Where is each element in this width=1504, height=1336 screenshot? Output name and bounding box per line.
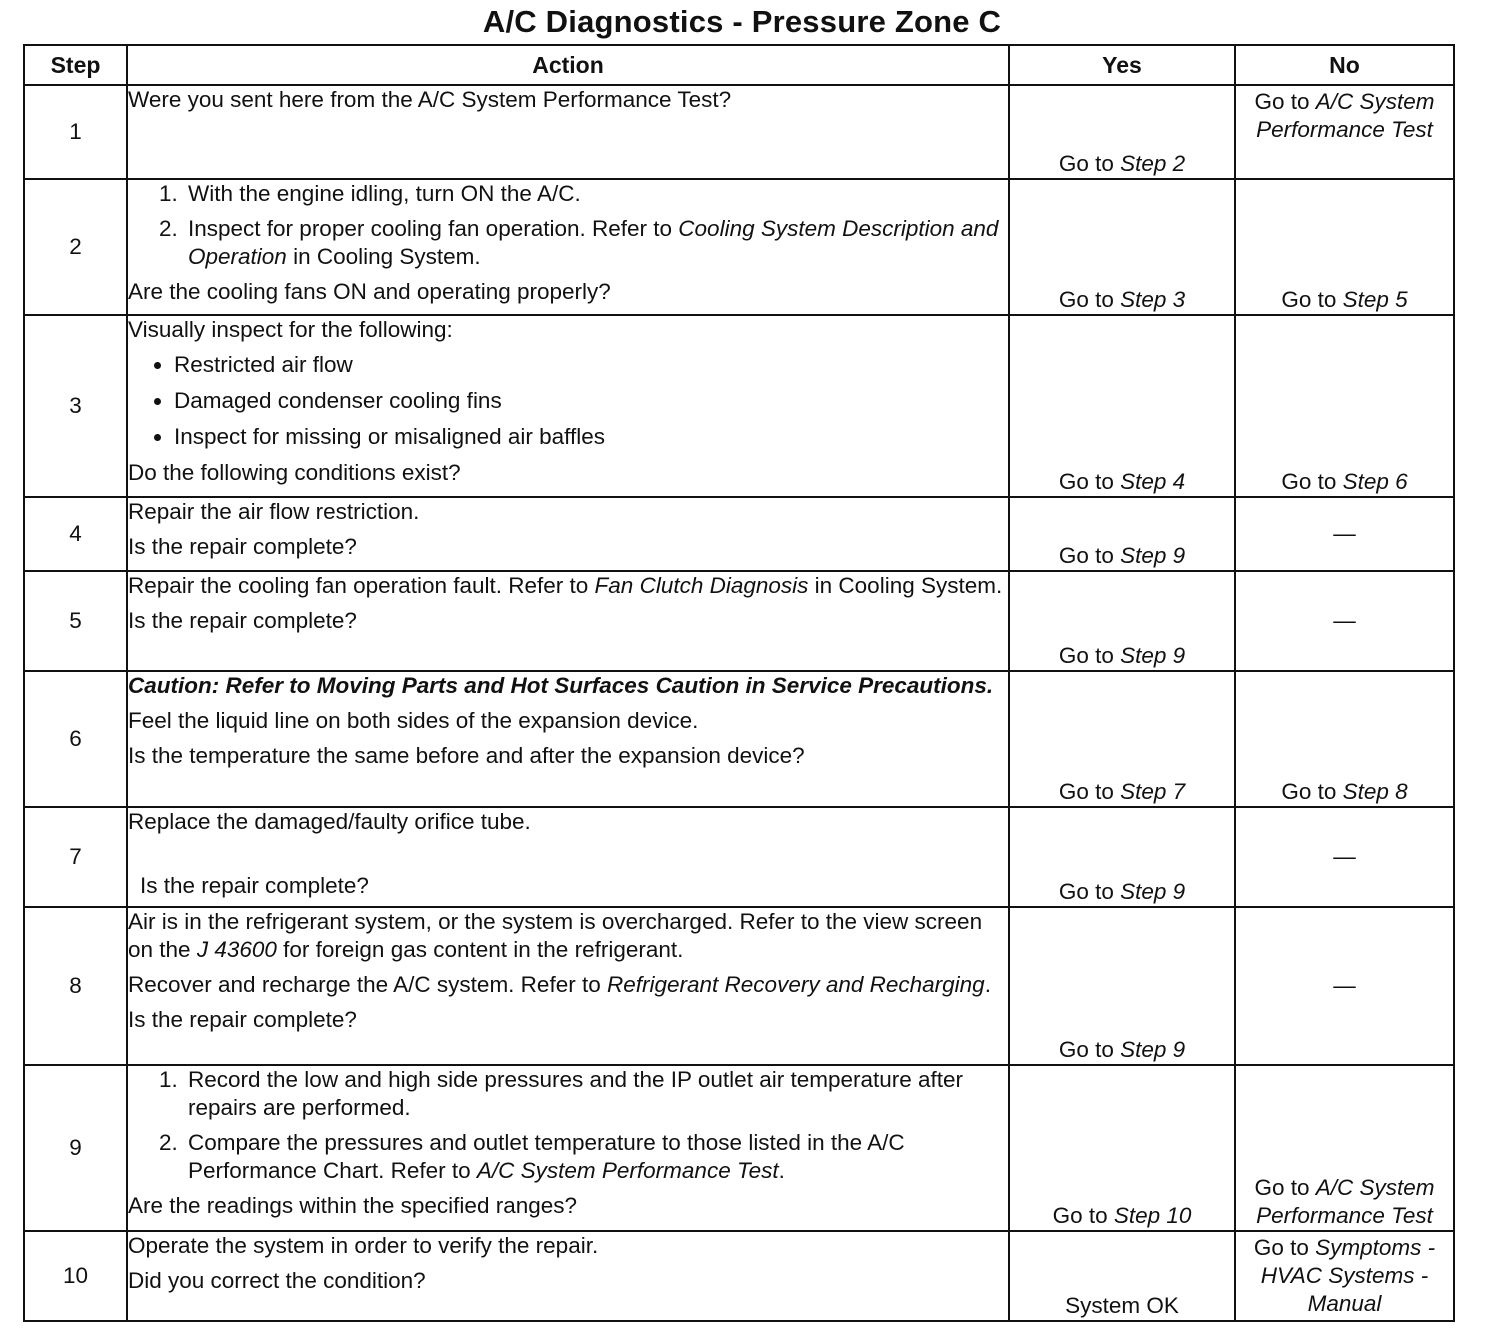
question-text: Is the repair complete? — [128, 1007, 357, 1032]
yes-link[interactable]: Step 9 — [1120, 879, 1186, 904]
step-number: 2 — [24, 179, 127, 315]
no-prefix: Go to — [1281, 469, 1343, 494]
header-step: Step — [24, 45, 127, 85]
instruction-text: . — [778, 1158, 785, 1183]
reference-link[interactable]: J 43600 — [196, 937, 277, 962]
diagnostic-table — [23, 44, 1455, 1322]
header-action: Action — [127, 45, 1009, 85]
no-prefix: Go to — [1254, 1175, 1316, 1200]
action-cell — [127, 315, 1009, 497]
instruction-text — [128, 908, 1008, 964]
list-item: 1. With the engine idling, turn ON the A/C. — [184, 180, 1008, 208]
yes-link[interactable]: Step 9 — [1120, 543, 1186, 568]
table-row — [24, 571, 1454, 671]
no-dash: — — [1333, 844, 1356, 869]
action-cell — [127, 179, 1009, 315]
no-cell — [1235, 497, 1454, 571]
action-cell — [127, 807, 1009, 907]
reference-link[interactable]: A/C System Performance Test — [476, 1158, 779, 1183]
no-cell — [1235, 1065, 1454, 1231]
table-row — [24, 179, 1454, 315]
yes-cell — [1009, 85, 1235, 179]
no-cell — [1235, 1231, 1454, 1321]
yes-link[interactable]: Step 9 — [1120, 643, 1186, 668]
table-row — [24, 671, 1454, 807]
step-number: 5 — [24, 571, 127, 671]
instruction-text: Visually inspect for the following: — [128, 317, 453, 342]
instruction-fragment: . — [984, 972, 991, 997]
question-text: Do the following conditions exist? — [128, 460, 461, 485]
yes-prefix: Go to — [1058, 543, 1121, 568]
no-prefix: Go to — [1254, 89, 1316, 114]
table-row — [24, 85, 1454, 179]
table-row — [24, 1065, 1454, 1231]
instruction-text: Operate the system in order to verify the repair. — [128, 1233, 599, 1258]
header-row — [24, 45, 1454, 85]
no-link[interactable]: Step 6 — [1342, 469, 1408, 494]
question-text: Are the readings within the specified ranges? — [128, 1193, 578, 1218]
no-link[interactable]: Step 5 — [1342, 287, 1408, 312]
yes-link[interactable]: Step 7 — [1120, 779, 1186, 804]
numbered-list — [128, 180, 1008, 271]
list-item: 1. Record the low and high side pressures and the IP outlet air temperature after repairs are performed. — [184, 1066, 1008, 1122]
instruction-fragment: in Cooling System. — [808, 573, 1003, 598]
no-prefix: Go to — [1281, 287, 1343, 312]
question-text: Is the repair complete? — [140, 873, 369, 898]
no-link[interactable]: Symptoms - HVAC Systems - Manual — [1260, 1235, 1436, 1316]
no-cell — [1235, 671, 1454, 807]
instruction-text: Inspect for proper cooling fan operation. Refer to — [188, 216, 679, 241]
action-cell — [127, 85, 1009, 179]
instruction-text: in Cooling System. — [286, 244, 481, 269]
step-number: 9 — [24, 1065, 127, 1231]
instruction-text: Feel the liquid line on both sides of the expansion device. — [128, 708, 699, 733]
step-number: 4 — [24, 497, 127, 571]
reference-link[interactable]: Fan Clutch Diagnosis — [594, 573, 809, 598]
question-text: Were you sent here from the A/C System Performance Test? — [128, 87, 732, 112]
question-text: Is the temperature the same before and after the expansion device? — [128, 743, 805, 768]
no-dash: — — [1333, 973, 1356, 998]
list-item: • Restricted air flow — [174, 351, 1008, 379]
caution-text: Caution: Refer to Moving Parts and Hot Surfaces Caution in Service Precautions. — [128, 673, 994, 698]
instruction-fragment: Repair the cooling fan operation fault. Refer to — [128, 573, 595, 598]
yes-prefix: Go to — [1058, 151, 1121, 176]
instruction-fragment: Recover and recharge the A/C system. Refer to — [128, 972, 607, 997]
step-number: 7 — [24, 807, 127, 907]
action-cell — [127, 1065, 1009, 1231]
no-prefix: Go to — [1253, 1235, 1316, 1260]
yes-cell — [1009, 807, 1235, 907]
table-row — [24, 1231, 1454, 1321]
question-text: Is the repair complete? — [128, 534, 357, 559]
page-title: A/C Diagnostics - Pressure Zone C — [482, 4, 1002, 39]
no-prefix: Go to — [1281, 779, 1343, 804]
no-cell — [1235, 571, 1454, 671]
question-text: Is the repair complete? — [128, 608, 357, 633]
yes-prefix: Go to — [1058, 879, 1121, 904]
yes-prefix: Go to — [1058, 643, 1121, 668]
list-item: • Inspect for missing or misaligned air baffles — [174, 423, 1008, 451]
instruction-text: Repair the air flow restriction. — [128, 499, 420, 524]
yes-cell — [1009, 179, 1235, 315]
step-number: 8 — [24, 907, 127, 1065]
yes-link[interactable]: Step 2 — [1120, 151, 1186, 176]
yes-cell — [1009, 1065, 1235, 1231]
no-cell — [1235, 807, 1454, 907]
yes-prefix: Go to — [1058, 779, 1121, 804]
table-row — [24, 497, 1454, 571]
yes-link[interactable]: Step 4 — [1120, 469, 1186, 494]
action-cell — [127, 497, 1009, 571]
yes-prefix: Go to — [1058, 1037, 1121, 1062]
instruction-fragment: for foreign gas content in the refrigerant. — [276, 937, 684, 962]
action-cell — [127, 907, 1009, 1065]
instruction-fragment: Air is in the refrigerant system, or the system is overcharged. Refer to the view screen on the — [128, 909, 983, 962]
reference-link[interactable]: Refrigerant Recovery and Recharging — [606, 972, 985, 997]
no-cell — [1235, 907, 1454, 1065]
no-link[interactable]: Step 8 — [1342, 779, 1408, 804]
step-number: 1 — [24, 85, 127, 179]
instruction-text: Compare the pressures and outlet temperature to those listed in the A/C Performance Chart. Refer to — [188, 1130, 905, 1183]
instruction-text — [128, 971, 1008, 999]
no-link[interactable]: A/C System Performance Test — [1256, 1175, 1435, 1228]
yes-cell — [1009, 497, 1235, 571]
header-no: No — [1235, 45, 1454, 85]
no-cell — [1235, 85, 1454, 179]
step-number: 6 — [24, 671, 127, 807]
action-cell — [127, 671, 1009, 807]
no-cell — [1235, 315, 1454, 497]
question-text: Are the cooling fans ON and operating properly? — [128, 279, 611, 304]
no-dash: — — [1333, 608, 1356, 633]
yes-cell — [1009, 571, 1235, 671]
instruction-text — [128, 572, 1008, 600]
yes-link[interactable]: Step 10 — [1113, 1203, 1192, 1228]
table-row — [24, 807, 1454, 907]
header-yes: Yes — [1009, 45, 1235, 85]
yes-result: System OK — [1065, 1293, 1179, 1318]
list-item — [184, 215, 1008, 271]
numbered-list — [128, 1066, 1008, 1185]
list-item — [184, 1129, 1008, 1185]
action-cell — [127, 571, 1009, 671]
list-item: • Damaged condenser cooling fins — [174, 387, 1008, 415]
yes-link[interactable]: Step 9 — [1120, 1037, 1186, 1062]
yes-prefix: Go to — [1058, 469, 1121, 494]
yes-cell — [1009, 1231, 1235, 1321]
yes-link[interactable]: Step 3 — [1120, 287, 1186, 312]
yes-prefix: Go to — [1058, 287, 1121, 312]
no-cell — [1235, 179, 1454, 315]
action-cell — [127, 1231, 1009, 1321]
instruction-text: Replace the damaged/faulty orifice tube. — [128, 809, 531, 834]
no-link[interactable]: A/C System Performance Test — [1256, 89, 1435, 142]
table-row — [24, 907, 1454, 1065]
reference-link[interactable]: Cooling System Description and Operation — [188, 216, 999, 269]
question-text: Did you correct the condition? — [128, 1268, 426, 1293]
yes-cell — [1009, 907, 1235, 1065]
step-number: 10 — [24, 1231, 127, 1321]
yes-cell — [1009, 671, 1235, 807]
step-number: 3 — [24, 315, 127, 497]
table-row — [24, 315, 1454, 497]
no-dash: — — [1333, 521, 1356, 546]
yes-prefix: Go to — [1052, 1203, 1114, 1228]
bullet-list — [128, 351, 1008, 451]
yes-cell — [1009, 315, 1235, 497]
